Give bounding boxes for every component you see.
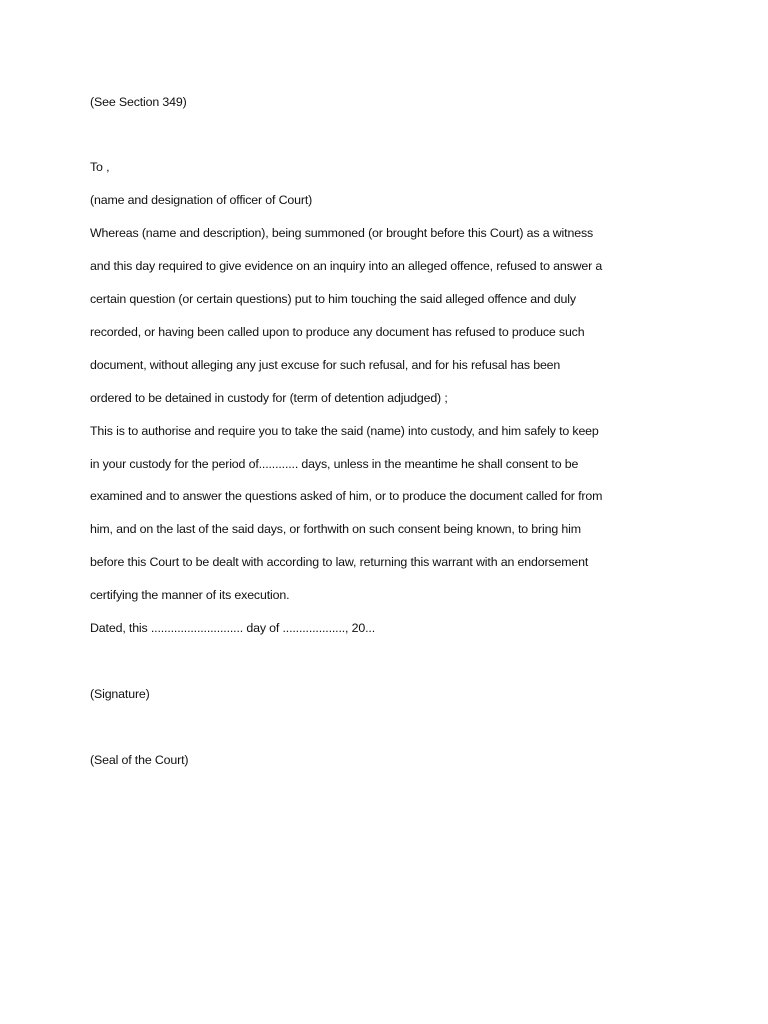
whereas-line: certain question (or certain questions) put to him touching the said alleged offence and duly xyxy=(90,292,576,306)
to-line: To , xyxy=(90,160,110,174)
authorise-line: in your custody for the period of............ days, unless in the meantime he shall consent to be xyxy=(90,457,579,471)
authorise-line: certifying the manner of its execution. xyxy=(90,588,290,602)
whereas-line: document, without alleging any just excuse for such refusal, and for his refusal has been xyxy=(90,358,561,372)
whereas-line: and this day required to give evidence on an inquiry into an alleged offence, refused to answer a xyxy=(90,259,603,273)
whereas-line: Whereas (name and description), being summoned (or brought before this Court) as a witness xyxy=(90,226,594,240)
whereas-line: ordered to be detained in custody for (term of detention adjudged) ; xyxy=(90,391,448,405)
authorise-line: him, and on the last of the said days, or forthwith on such consent being known, to bring him xyxy=(90,522,581,536)
authorise-line: This is to authorise and require you to take the said (name) into custody, and him safely to keep xyxy=(90,424,599,438)
section-reference: (See Section 349) xyxy=(90,95,187,109)
authorise-line: examined and to answer the questions asked of him, or to produce the document called for from xyxy=(90,489,603,503)
authorise-line: before this Court to be dealt with according to law, returning this warrant with an endorsement xyxy=(90,555,589,569)
whereas-line: recorded, or having been called upon to produce any document has refused to produce such xyxy=(90,325,585,339)
dated-line: Dated, this ............................ day of ..................., 20... xyxy=(90,621,376,635)
signature-label: (Signature) xyxy=(90,687,150,701)
addressee-line: (name and designation of officer of Court) xyxy=(90,193,313,207)
seal-label: (Seal of the Court) xyxy=(90,753,189,767)
